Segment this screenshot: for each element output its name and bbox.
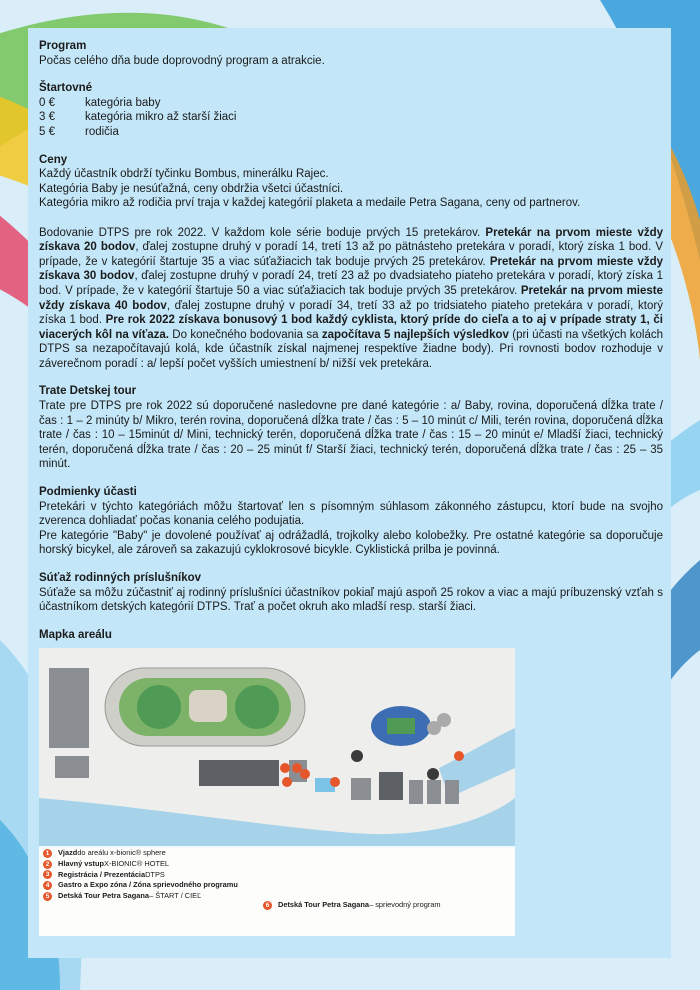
map-legend: [43, 848, 511, 932]
legend-item: [43, 848, 511, 859]
podmienky-text: Pretekári v týchto kategóriách môžu štartovať len s písomným súhlasom zákonného zástupcu, ktorí bude na svojho zverenca dohliadať počas konania celého podujatia.: [39, 500, 663, 528]
program-heading: Program: [39, 40, 87, 52]
sutaz-heading: Súťaž rodinných príslušníkov: [39, 572, 202, 584]
bodovanie-bold: započítava 5 najlepších výsledkov: [321, 328, 509, 341]
legend-text: – sprievodný program: [369, 900, 441, 910]
area-map: [39, 648, 515, 936]
legend-bold: Registrácia / Prezentácia: [58, 869, 146, 879]
legend-number: 2: [43, 860, 52, 869]
legend-text: – ŠTART / CIEĽ: [149, 890, 202, 900]
podmienky-heading: Podmienky účasti: [39, 486, 137, 499]
podmienky-text: Pre kategórie "Baby" je dovolené používať aj odrážadlá, trojkolky alebo kolobežky. Pre ostatné kategórie sa doporučuje horský bicykel, ale zároveň sa zakazujú cyklokrosové bicykle. Cyklistická prilba je povinná.: [39, 529, 663, 557]
bodovanie-text: , ďalej zostupne druhý v poradí 34, tretí 33 až po tridsiateho piateho pretekára v poradí, ktorý získa 1 bod.: [39, 299, 663, 327]
startovne-section: [39, 81, 663, 139]
legend-bold: Hlavný vstup: [58, 858, 105, 868]
legend-item: [43, 870, 511, 881]
sutaz-text: Súťaže sa môžu zúčastniť aj rodinný príslušníci účastníkov pokiaľ majú aspoň 25 rokov a viac a majú príbuzenský vzťah s účastníkom detských kategórií DTPS. Trať a počet okruh ako mladší resp. starší žiaci.: [39, 586, 663, 614]
document-content: [39, 39, 663, 936]
bodovanie-text: Bodovanie DTPS pre rok 2022. V každom kole série boduje prvých 15 pretekárov.: [39, 226, 486, 239]
price-row: [39, 110, 663, 125]
trate-text: Trate pre DTPS pre rok 2022 sú doporučené nasledovne pre dané kategórie : a/ Baby, rovina, doporučená dĺžka trate / čas : 1 – 2 minúty b/ Mikro, terén rovina, doporučená dĺžka trate / čas : 5 – 10 minút c/ Mili, terén rovina, doporučená dĺžka trate / čas : 10 – 15minút d/ Mini, technický terén, doporučená dĺžka trate / čas : 15 – 20 minút e/ Mladší žiaci, technický terén, doporučená dĺžka trate / čas : 20 – 25 minút f/ Starší žiaci, technický terén, doporučená dĺžka trate / čas : 25 – 35 minút.: [39, 400, 663, 471]
map-section: [39, 628, 663, 937]
bodovanie-bold: Pretekár na prvom mieste vždy získava 30 bodov: [39, 255, 663, 283]
legend-number: 3: [43, 870, 52, 879]
bodovanie-bold: Pretekár na prvom mieste vždy získava 40 bodov: [39, 284, 664, 312]
legend-item: [43, 859, 511, 870]
ceny-heading: Ceny: [39, 153, 68, 166]
legend-bold: Detská Tour Petra Sagana: [278, 900, 370, 910]
ceny-line: Každý účastník obdrží tyčinku Bombus, minerálku Rajec.: [39, 168, 329, 181]
bodovanie-text: (pri účasti na všetkých kolách DTPS sa nezapočítavajú kolá, kde účastník získal najmenej respektíve žiadne body). Pri rovnosti bodov rozhoduje v záverečnom poradí : a/ lepší počet vyšších umiestnení b/ nižší vek pretekára.: [39, 328, 664, 370]
price-value: 3 €: [39, 111, 55, 124]
ceny-line: Kategória Baby je nesúťažná, ceny obdržia všetci účastníci.: [39, 182, 344, 195]
price-row: [39, 125, 663, 140]
trate-section: [39, 384, 663, 472]
bodovanie-bold: Pre rok 2022 získava bonusový 1 bod každý cyklista, ktorý príde do cieľa a to aj v prípade straty 1, či viacerých kôl na víťaza.: [39, 314, 663, 341]
legend-item: [43, 880, 511, 891]
legend-bold: Gastro a Expo zóna / Zóna sprievodného programu: [58, 880, 238, 890]
legend-number: 4: [43, 881, 52, 890]
bodovanie-bold: Pretekár na prvom mieste vždy získava 20 bodov: [39, 226, 664, 254]
bodovanie-paragraph: [39, 226, 663, 372]
legend-number: 6: [263, 901, 272, 910]
price-row: [39, 96, 663, 111]
bodovanie-text: , ďalej zostupne druhý v poradí 14, tretí 13 až po pätnásteho pretekára v poradí, ktorý získa 1 bod. V prípade, že v kategórií štartuje 35 a viac súťažiacich tak boduje prvých 25 pretekárov.: [39, 241, 663, 268]
price-value: 0 €: [39, 96, 55, 109]
program-section: [39, 39, 663, 68]
legend-bold: Detská Tour Petra Sagana: [58, 890, 150, 900]
legend-number: 5: [43, 892, 52, 901]
legend-number: 1: [43, 849, 52, 858]
price-value: 5 €: [39, 125, 55, 138]
sutaz-section: [39, 571, 663, 615]
ceny-line: Kategória mikro až rodičia prví traja v každej kategórií plaketa a medaile Petra Sagana, ceny od partnerov.: [39, 197, 581, 210]
bodovanie-text: , ďalej zostupne druhý v poradí 24, tretí 23 až po dvadsiateho piateho pretekára v poradí, ktorý získa 1 bod. V prípade, že v kategórií štartuje 50 a viac súťažiacich tak boduje prvých 35 pretekárov.: [39, 270, 663, 297]
trate-heading: Trate Detskej tour: [39, 385, 137, 398]
startovne-heading: Štartovné: [39, 82, 93, 95]
price-category: kategória mikro až starší žiaci: [85, 111, 237, 124]
legend-text: X-BIONIC® HOTEL: [104, 858, 170, 868]
price-category: kategória baby: [85, 96, 161, 109]
price-category: rodičia: [85, 125, 119, 138]
legend-text: DTPS: [145, 869, 165, 879]
legend-text: do areálu x-bionic® sphere: [77, 848, 166, 858]
bodovanie-text: Do konečného bodovania sa: [168, 328, 322, 341]
legend-bold: Vjazd: [58, 848, 78, 858]
ceny-section: [39, 153, 663, 372]
program-text: Počas celého dňa bude doprovodný program a atrakcie.: [39, 54, 325, 67]
legend-item: [263, 900, 441, 911]
map-heading: Mapka areálu: [39, 628, 112, 641]
podmienky-section: [39, 485, 663, 558]
